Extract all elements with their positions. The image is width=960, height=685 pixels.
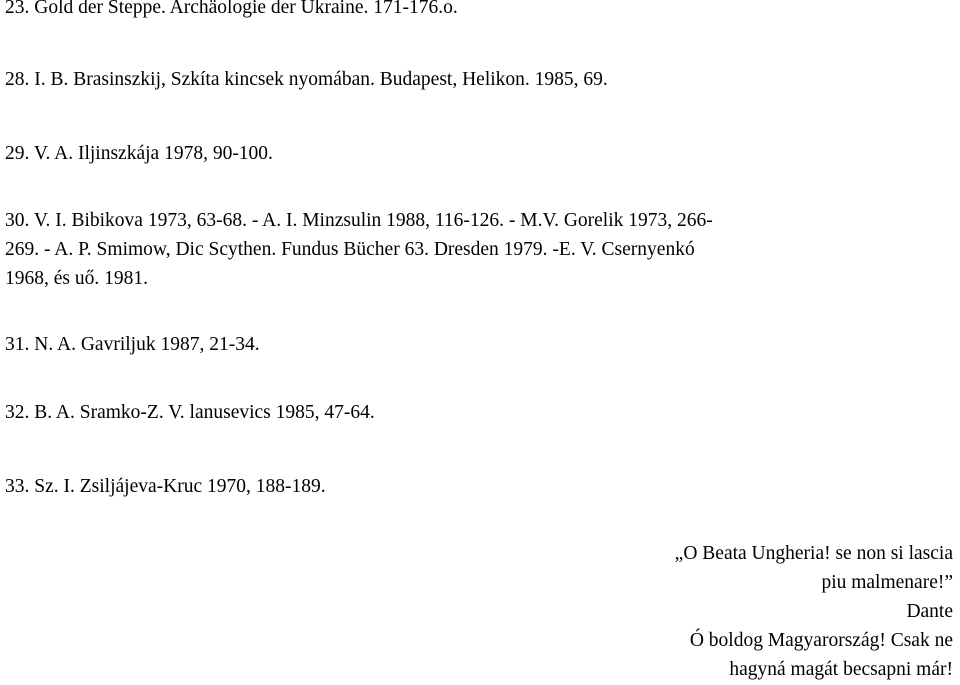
dante-quote [533, 539, 953, 684]
reference-line: 33. Sz. I. Zsiljájeva-Kruc 1970, 188-189. [5, 476, 326, 497]
quote-line: „O Beata Ungheria! se non si lascia [674, 543, 953, 564]
reference-line: 1968, és uő. 1981. [5, 268, 148, 289]
reference-33 [5, 472, 960, 501]
reference-line: 269. - A. P. Smimow, Dic Scythen. Fundus Bücher 63. Dresden 1979. -E. V. Csernyenkó [5, 239, 695, 260]
quote-translation-line: Ó boldog Magyarország! Csak ne [689, 630, 953, 651]
quote-attribution: Dante [906, 601, 953, 622]
reference-line: 23. Gold der Steppe. Archäologie der Ukraine. 171-176.o. [5, 0, 458, 18]
reference-23 [5, 0, 960, 22]
reference-line: 30. V. I. Bibikova 1973, 63-68. - A. I. Minzsulin 1988, 116-126. - M.V. Gorelik 1973, 266- [5, 210, 713, 231]
quote-translation-line: hagyná magát becsapni már! [729, 659, 953, 680]
reference-29 [5, 139, 960, 168]
quote-line: piu malmenare!” [821, 572, 953, 593]
reference-line: 31. N. A. Gavriljuk 1987, 21-34. [5, 334, 260, 355]
reference-line: 28. I. B. Brasinszkij, Szkíta kincsek nyomában. Budapest, Helikon. 1985, 69. [5, 69, 608, 90]
reference-30 [5, 206, 960, 293]
reference-line: 32. B. A. Sramko-Z. V. lanusevics 1985, 47-64. [5, 402, 375, 423]
reference-32 [5, 398, 960, 427]
reference-31 [5, 330, 960, 359]
reference-line: 29. V. A. Iljinszkája 1978, 90-100. [5, 143, 273, 164]
reference-28 [5, 65, 960, 94]
